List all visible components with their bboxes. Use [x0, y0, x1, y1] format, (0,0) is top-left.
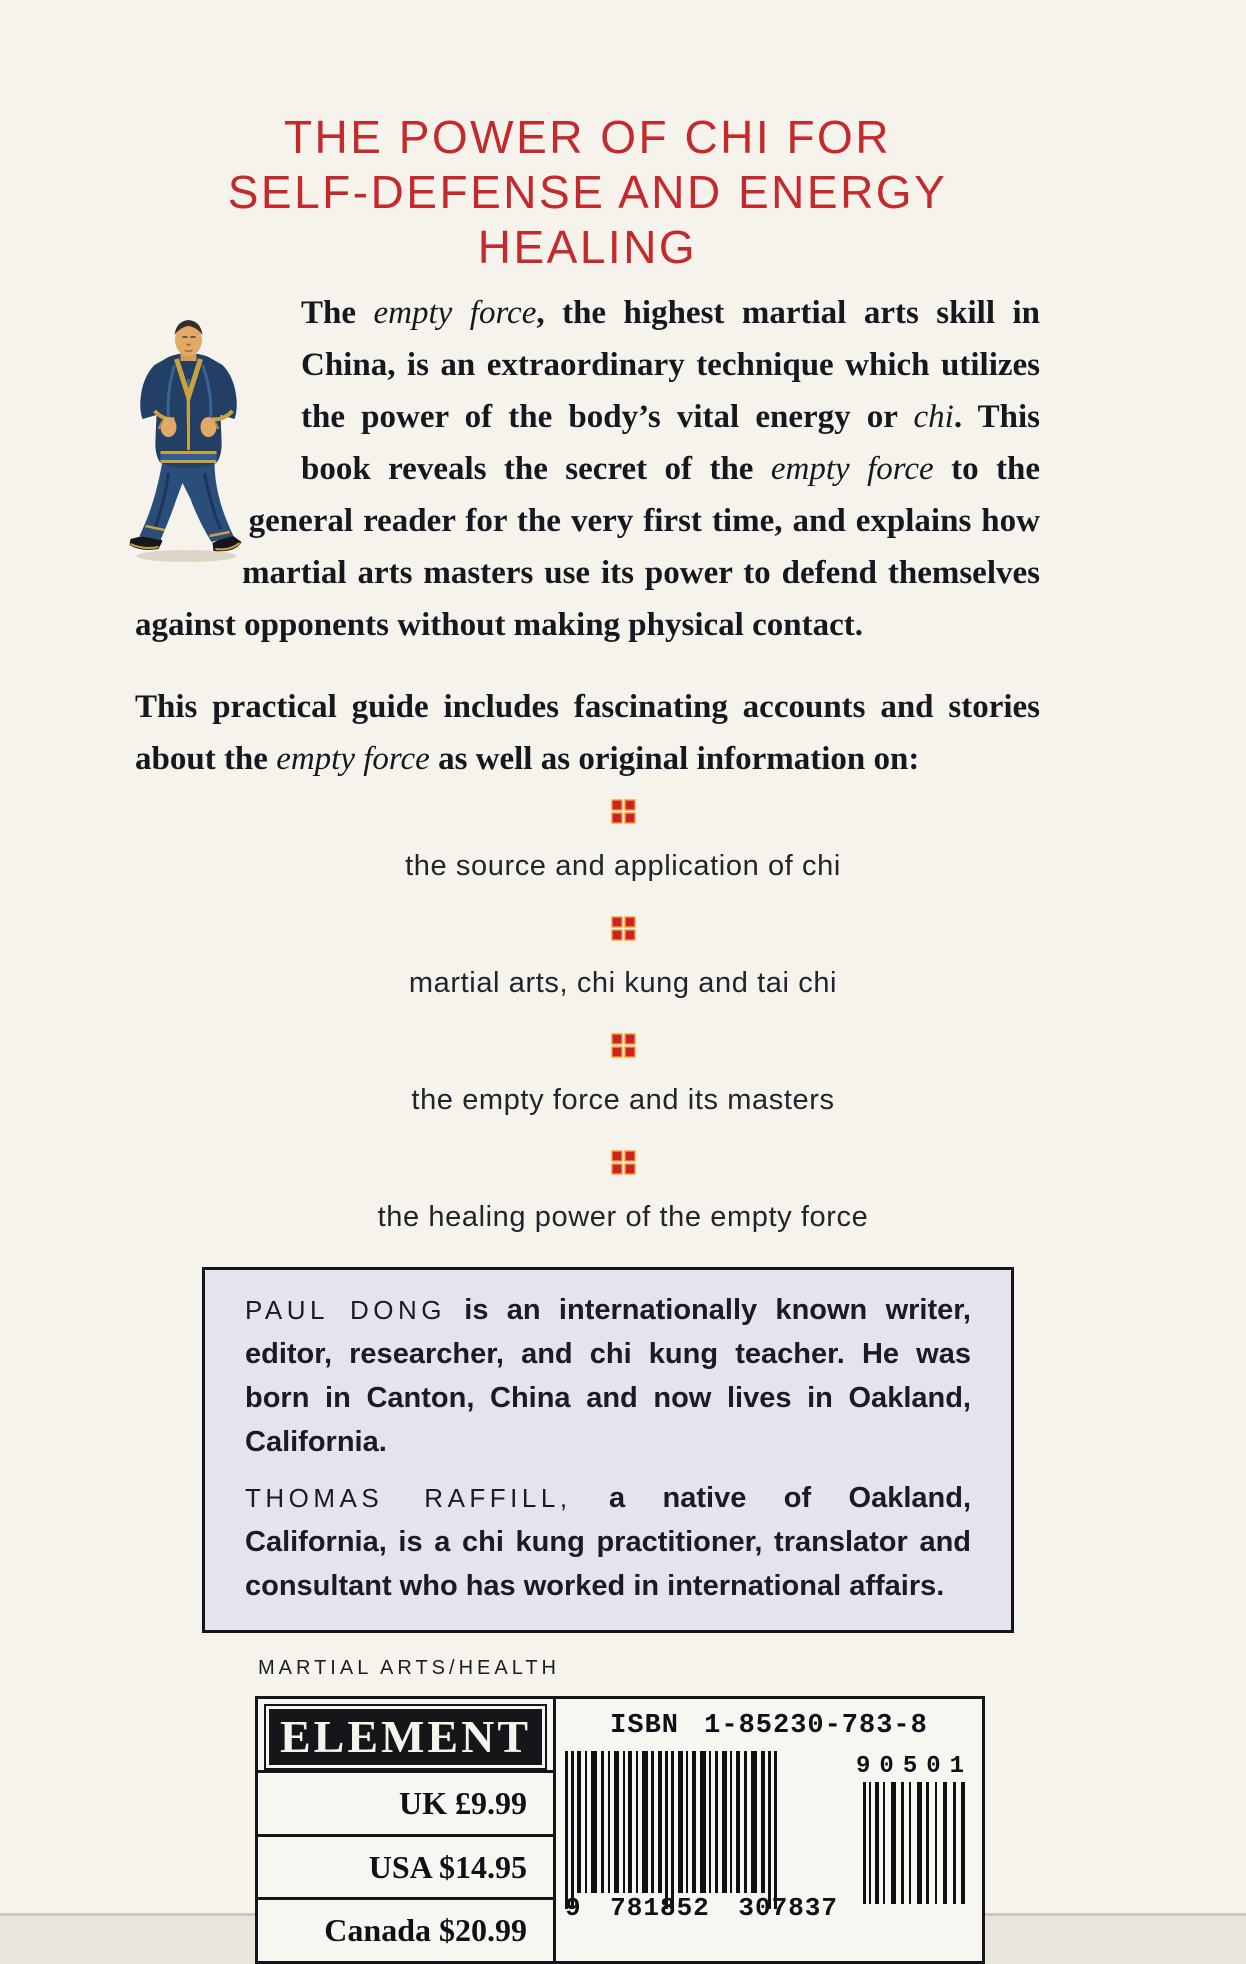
- intro-paragraph-1-text: The empty force, the highest martial arts skill in China, is an extraordinary technique which utilizes the power of the body’s vital energy or chi. This book reveals the secret of the empty force to the general reader for the very first time, and explains how martial arts masters use its power to defend themselves against opponents without making physical contact.: [135, 295, 1041, 643]
- supplement-barcode: [856, 1753, 973, 1904]
- ean13-digits: 9 781852 307837: [564, 1893, 839, 1923]
- publisher-price-isbn-box: [255, 1696, 985, 1964]
- author-name: THOMAS RAFFILL,: [245, 1483, 572, 1513]
- category-label: MARTIAL ARTS/HEALTH: [258, 1657, 560, 1679]
- isbn-panel: [556, 1699, 982, 1961]
- author-bio-text: a native of Oakland, California, is a chi kung practitioner, translator and consultant who has worked in international affairs.: [245, 1482, 972, 1602]
- publisher-price-panel: [258, 1699, 556, 1961]
- author-bio-box: [202, 1267, 1014, 1633]
- title-line-1: THE POWER OF CHI FOR: [283, 111, 892, 163]
- ean13-barcode: [565, 1751, 838, 1923]
- list-item: the empty force and its masters: [411, 1084, 835, 1116]
- publisher-logo: ELEMENT: [269, 1709, 542, 1765]
- author-bio: [245, 1288, 971, 1464]
- supplement-digits: 90501: [856, 1753, 974, 1780]
- red-squares-bullet-icon: [611, 916, 636, 941]
- author-bio: [245, 1476, 971, 1608]
- author-name: PAUL DONG: [245, 1295, 446, 1325]
- intro-section: [135, 287, 1040, 785]
- topics-list: [0, 799, 1246, 1237]
- page-title: [135, 0, 1040, 275]
- publisher-logo-frame: [264, 1704, 547, 1770]
- list-item: the source and application of chi: [405, 850, 841, 882]
- price-usa: USA $14.95: [258, 1834, 553, 1898]
- isbn-number: ISBN 1-85230-783-8: [610, 1711, 928, 1741]
- price-canada: Canada $20.99: [258, 1897, 553, 1961]
- red-squares-bullet-icon: [611, 799, 636, 824]
- barcode-area: [565, 1751, 973, 1923]
- red-squares-bullet-icon: [611, 1033, 636, 1058]
- red-squares-bullet-icon: [611, 1150, 636, 1175]
- price-uk: UK £9.99: [258, 1770, 553, 1834]
- author-bio-text: is an internationally known writer, editor, researcher, and chi kung teacher. He was born in Canton, China and now lives in Oakland, California.: [245, 1294, 971, 1458]
- list-item: martial arts, chi kung and tai chi: [408, 967, 838, 999]
- title-line-2: SELF-DEFENSE AND ENERGY HEALING: [227, 166, 948, 273]
- intro-paragraph-1: [135, 287, 1040, 651]
- list-item: the healing power of the empty force: [377, 1201, 869, 1233]
- intro-paragraph-2: This practical guide includes fascinating accounts and stories about the empty force as well as original information on:: [135, 689, 1040, 777]
